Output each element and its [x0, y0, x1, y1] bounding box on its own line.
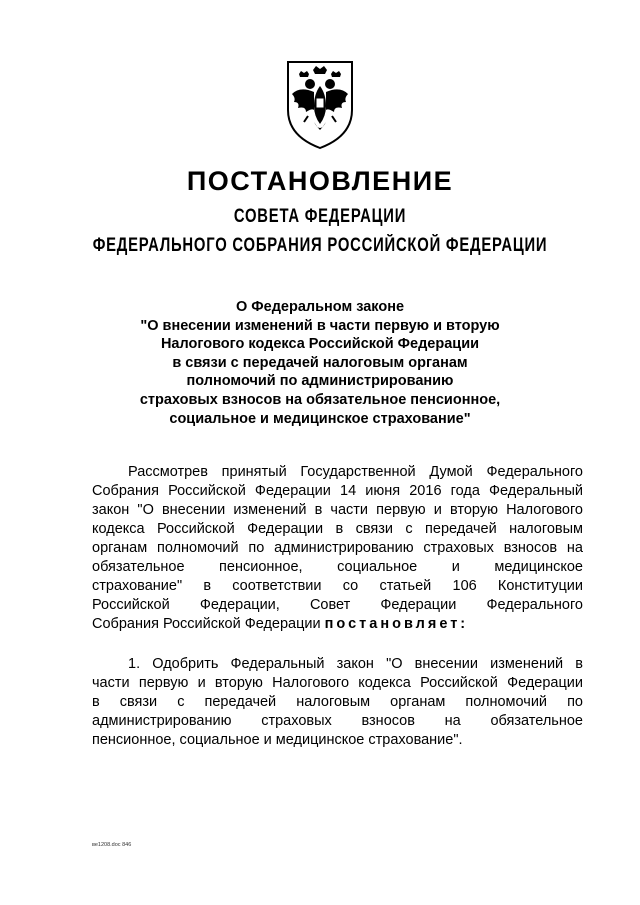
resolution-item-1 — [92, 655, 583, 750]
paragraph-line: 1. Одобрить Федеральный закон "О внесении изменений в — [128, 656, 583, 672]
paragraph-line: обязательное пенсионное, социальное и медицинское — [92, 559, 583, 575]
resolves-keyword: постановляет: — [324, 616, 469, 632]
paragraph-line: Рассмотрев принятый Государственной Думой Федерального — [128, 464, 583, 480]
coat-of-arms-emblem — [282, 58, 358, 150]
document-subject — [60, 298, 580, 428]
issuer-line-2: ФЕДЕРАЛЬНОГО СОБРАНИЯ РОССИЙСКОЙ ФЕДЕРАЦИИ — [92, 235, 548, 256]
paragraph-line: Собрания Российской Федерации 14 июня 2016 года Федеральный — [92, 483, 583, 499]
paragraph-line: в связи с передачей налоговым органам полномочий по — [92, 694, 583, 710]
paragraph-line: закон "О внесении изменений в части первую и вторую Налогового — [92, 502, 583, 518]
issuer-line-1: СОВЕТА ФЕДЕРАЦИИ — [233, 206, 407, 227]
russian-coat-of-arms-icon — [282, 58, 358, 150]
subject-line: "О внесении изменений в части первую и вторую — [140, 317, 500, 334]
paragraph-line: страхование" в соответствии со статьей 106 Конституции — [92, 578, 583, 594]
paragraph-line: кодекса Российской Федерации в связи с передачей налоговым — [92, 521, 583, 537]
subject-line: Налогового кодекса Российской Федерации — [160, 336, 480, 353]
paragraph-line: органам полномочий по администрированию страховых взносов на — [92, 540, 583, 556]
paragraph-line: части первую и вторую Налогового кодекса Российской Федерации — [92, 675, 583, 691]
document-title: ПОСТАНОВЛЕНИЕ — [186, 166, 454, 196]
paragraph-last-line — [92, 615, 583, 634]
subject-line: полномочий по администрированию — [186, 373, 454, 390]
preamble-paragraph — [92, 463, 583, 634]
file-reference: ве1208.doc 846 — [92, 842, 132, 848]
paragraph-line-text: Собрания Российской Федерации — [92, 616, 321, 632]
subject-line: социальное и медицинское страхование" — [169, 410, 471, 427]
subject-line: страховых взносов на обязательное пенсионное, — [139, 391, 501, 408]
subject-line: в связи с передачей налоговым органам — [172, 354, 468, 371]
paragraph-line: пенсионное, социальное и медицинское страхование". — [92, 732, 463, 748]
paragraph-line: администрированию страховых взносов на обязательное — [92, 713, 583, 729]
subject-line: О Федеральном законе — [235, 299, 405, 315]
paragraph-line: Российской Федерации, Совет Федерации Федерального — [92, 597, 583, 613]
